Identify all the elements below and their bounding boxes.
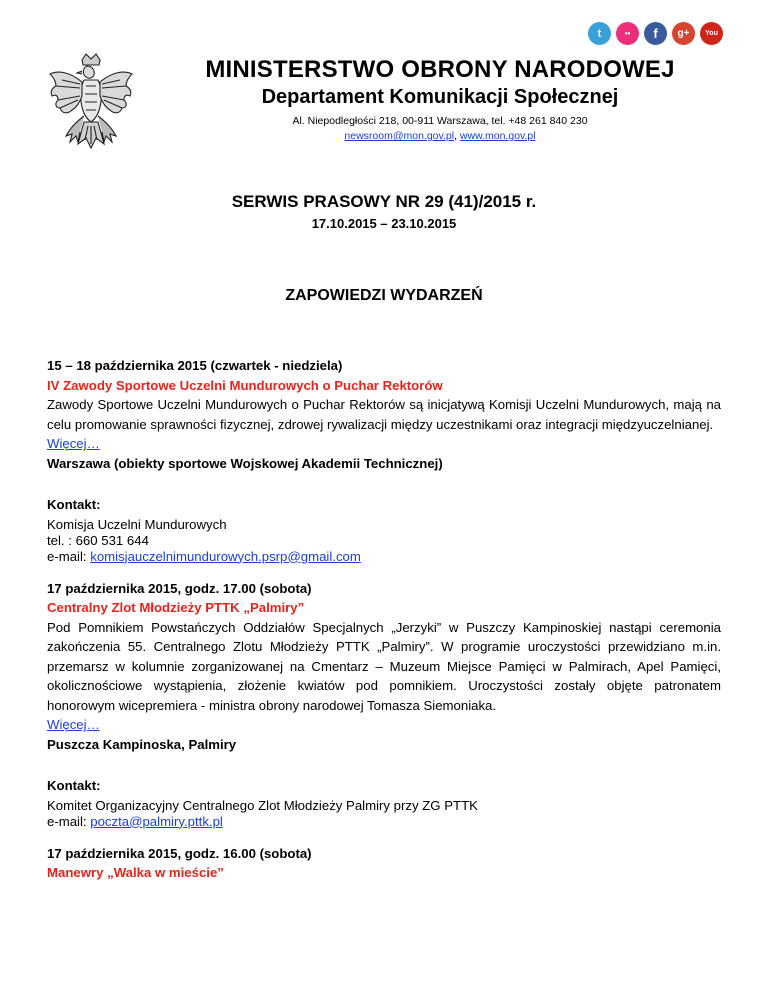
event-date: 17 października 2015, godz. 16.00 (sobota) (47, 845, 312, 861)
contact-email-link[interactable]: poczta@palmiry.pttk.pl (90, 813, 223, 829)
contact-line: Komitet Organizacyjny Centralnego Zlot Młodzieży Palmiry przy ZG PTTK (47, 797, 478, 813)
newsroom-email-link[interactable]: newsroom@mon.gov.pl (344, 130, 455, 142)
facebook-icon[interactable]: f (644, 22, 667, 45)
event-location: Puszcza Kampinoska, Palmiry (47, 736, 237, 752)
press-service-title: SERWIS PRASOWY NR 29 (41)/2015 r. (231, 192, 537, 211)
more-link[interactable]: Więcej… (47, 436, 100, 451)
event-description: Zawody Sportowe Uczelni Mundurowych o Puchar Rektorów są inicjatywą Komisji Uczelni Mundurowych, mają na celu promowanie sprawności fizycznej, zdrowej rywalizacji między uczestnikami oraz integracji międzyuczelnianej. (47, 397, 721, 432)
eagle-emblem-icon (44, 52, 139, 164)
twitter-icon[interactable]: t (588, 22, 611, 45)
more-link[interactable]: Więcej… (47, 717, 100, 732)
contact-email-line (47, 814, 721, 830)
event-title: IV Zawody Sportowe Uczelni Mundurowych o Puchar Rektorów (47, 377, 443, 393)
section-title: ZAPOWIEDZI WYDARZEŃ (285, 287, 483, 304)
website-link[interactable]: www.mon.gov.pl (459, 130, 536, 142)
email-prefix: e-mail: (47, 813, 91, 829)
flickr-icon[interactable]: •• (616, 22, 639, 45)
contact-email-line (47, 549, 721, 565)
link-separator: , (454, 130, 460, 142)
event-date: 17 października 2015, godz. 17.00 (sobota) (47, 580, 312, 596)
contact-label: Kontakt: (47, 778, 101, 793)
event-description: Pod Pomnikiem Powstańczych Oddziałów Specjalnych „Jerzyki” w Puszczy Kampinoskiej nastąpi ceremonia zakończenia 55. Centralnego Zlotu Młodzieży PTTK „Palmiry”. W programie uroczystości przewidziano m.in. przemarsz w kolumnie zorganizowanej na Cmentarz – Muzeum Miejsce Pamięci w Palmirach, Apel Pamięci, okolicznościowe wystąpienia, złożenie kwiatów pod pomnikiem. Uroczystości zostały objęte patronatem honorowym wicepremiera - ministra obrony narodowej Tomasza Siemoniaka. (47, 619, 721, 713)
contact-line: tel. : 660 531 644 (47, 532, 149, 548)
events-list (47, 356, 721, 883)
youtube-icon[interactable]: You (700, 22, 723, 45)
address: Al. Niepodległości 218, 00-911 Warszawa, tel. +48 261 840 230 (292, 115, 588, 127)
page-subtitle: Departament Komunikacji Społecznej (261, 86, 619, 108)
email-prefix: e-mail: (47, 548, 91, 564)
social-icons (588, 22, 723, 45)
event-title: Centralny Zlot Młodzieży PTTK „Palmiry” (47, 600, 305, 615)
page-title: MINISTERSTWO OBRONY NARODOWEJ (205, 56, 675, 83)
google-plus-icon[interactable]: g+ (672, 22, 695, 45)
contact-label: Kontakt: (47, 497, 101, 512)
contact-line: Komisja Uczelni Mundurowych (47, 516, 227, 532)
contact-links (140, 130, 740, 142)
event-location: Warszawa (obiekty sportowe Wojskowej Akademii Technicznej) (47, 455, 443, 471)
event-title: Manewry „Walka w mieście” (47, 865, 224, 880)
press-service-dates: 17.10.2015 – 23.10.2015 (311, 216, 457, 231)
event-date: 15 – 18 października 2015 (czwartek - niedziela) (47, 358, 343, 373)
contact-email-link[interactable]: komisjauczelnimundurowych.psrp@gmail.com (90, 548, 361, 564)
